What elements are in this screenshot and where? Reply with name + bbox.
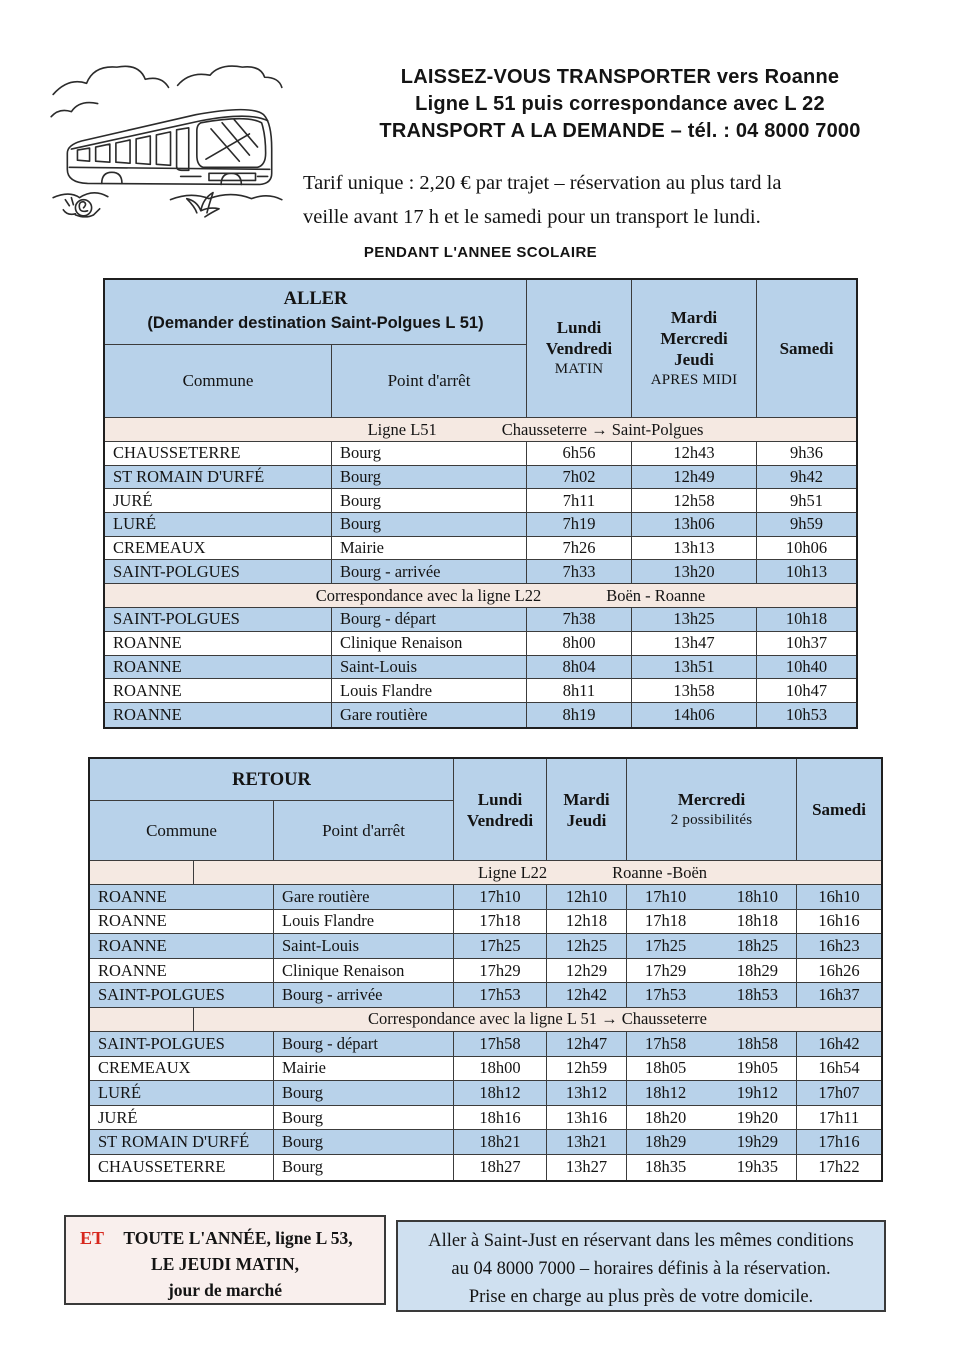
saint-just-line-2: au 04 8000 7000 – horaires définis à la réservation.	[451, 1259, 831, 1279]
mercredi-time-2: 18h53	[736, 985, 778, 1005]
col-header-lundi-vendredi-matin	[527, 280, 632, 418]
cell: 17h25	[454, 934, 547, 958]
mercredi-time-1: 18h12	[645, 1082, 687, 1102]
cell: ROANNE	[105, 703, 332, 727]
cloud-left	[53, 66, 168, 94]
cell: 12h29	[547, 959, 627, 983]
header-title-block	[320, 64, 920, 145]
bus-illustration	[48, 56, 288, 228]
cell: 8h11	[527, 679, 632, 702]
table-row	[90, 934, 881, 959]
cell: 18h00	[454, 1057, 547, 1081]
mercredi-time-2: 19h12	[736, 1082, 778, 1102]
col-header-mercredi	[627, 759, 797, 861]
cell: JURÉ	[90, 1106, 274, 1130]
market-note-line-3: jour de marché	[167, 1280, 283, 1300]
cell: 16h37	[818, 985, 860, 1005]
header-line-2: Ligne L 51 puis correspondance avec L 22	[415, 93, 825, 115]
col-header-line: Vendredi	[466, 810, 534, 830]
cell-mercredi	[627, 885, 797, 909]
table-row	[90, 1106, 881, 1131]
table-row	[105, 537, 856, 561]
col-header-lundi-vendredi	[454, 759, 547, 861]
cell: 17h16	[818, 1132, 860, 1152]
cell: Bourg	[332, 442, 527, 465]
col-header-line: Jeudi	[674, 349, 714, 369]
cell-mercredi	[627, 983, 797, 1007]
col-header-line: Mercredi	[677, 789, 746, 809]
cell: 13h16	[547, 1106, 627, 1130]
aller-title: ALLER	[283, 289, 348, 309]
section-route: Chausseterre → Saint-Polgues	[501, 419, 704, 439]
mercredi-time-2: 18h25	[736, 935, 778, 955]
cell: Mairie	[274, 1057, 454, 1081]
cell: 7h38	[527, 608, 632, 631]
mercredi-time-1: 18h35	[645, 1157, 687, 1177]
cell: Louis Flandre	[274, 910, 454, 934]
header-line-1: LAISSEZ-VOUS TRANSPORTER vers Roanne	[400, 66, 840, 88]
cell-mercredi	[627, 1130, 797, 1154]
cell: 12h59	[547, 1057, 627, 1081]
wheel-front	[102, 172, 122, 183]
timetable-retour	[88, 757, 883, 1182]
table-row	[105, 513, 856, 537]
cell: 9h51	[790, 490, 823, 510]
cell: JURÉ	[105, 489, 332, 512]
cell: Clinique Renaison	[332, 632, 527, 655]
cell: 12h18	[547, 910, 627, 934]
market-note-prefix: ET	[80, 1228, 105, 1248]
retour-rows-l22	[90, 885, 881, 1008]
saint-just-line-1: Aller à Saint-Just en réservant dans les mêmes conditions	[428, 1231, 854, 1251]
cell: 17h10	[454, 885, 547, 909]
table-row	[105, 679, 856, 703]
cell: Saint-Louis	[274, 934, 454, 958]
cell: 16h26	[818, 960, 860, 980]
cloud-right	[178, 66, 282, 87]
cell: 16h10	[818, 886, 860, 906]
cell: 7h19	[527, 513, 632, 536]
cell: 18h12	[454, 1081, 547, 1105]
retour-title-cell: RETOUR	[90, 759, 454, 801]
cell: 13h47	[632, 632, 757, 655]
section-label: Ligne L51	[367, 419, 437, 439]
cell: LURÉ	[90, 1081, 274, 1105]
cell: Gare routière	[332, 703, 527, 727]
cell: 13h58	[632, 679, 757, 702]
cell: 16h23	[818, 935, 860, 955]
mercredi-time-1: 17h10	[645, 886, 687, 906]
col-header-line: Jeudi	[566, 810, 607, 830]
cloud-small	[51, 103, 98, 117]
table-row	[90, 983, 881, 1008]
table-row	[90, 1081, 881, 1106]
tariff-line-1: Tarif unique : 2,20 € par trajet – réservation au plus tard la	[303, 172, 782, 194]
cell: 17h58	[454, 1032, 547, 1056]
cell: 12h49	[632, 466, 757, 489]
col-header-line: Mardi	[670, 307, 718, 327]
cell: 17h18	[454, 910, 547, 934]
cell: 9h42	[790, 467, 823, 487]
cell-mercredi	[627, 1032, 797, 1056]
cell: LURÉ	[105, 513, 332, 536]
col-header-samedi: Samedi	[797, 759, 881, 861]
cell: Bourg	[274, 1106, 454, 1130]
cell: Bourg	[274, 1130, 454, 1154]
cell: SAINT-POLGUES	[90, 983, 274, 1007]
tariff-note	[303, 166, 903, 234]
mercredi-time-1: 17h18	[645, 911, 687, 931]
cell: Louis Flandre	[332, 679, 527, 702]
cell: 18h16	[454, 1106, 547, 1130]
retour-rows-l51	[90, 1032, 881, 1180]
section-label: Correspondance avec la ligne L22	[315, 585, 542, 605]
section-route: Roanne -Boën	[612, 862, 708, 882]
mercredi-time-2: 19h35	[736, 1157, 778, 1177]
cell: 17h29	[454, 959, 547, 983]
cell: 13h20	[632, 560, 757, 583]
cell: ROANNE	[105, 679, 332, 702]
col-header-sub: MATIN	[554, 361, 604, 377]
cell: CREMEAUX	[90, 1057, 274, 1081]
table-row	[105, 466, 856, 490]
cell: 12h47	[547, 1032, 627, 1056]
cell: ROANNE	[90, 885, 274, 909]
cell: 8h04	[527, 656, 632, 679]
mercredi-time-2: 18h29	[736, 960, 778, 980]
cell: Bourg	[332, 489, 527, 512]
cell: 13h51	[632, 656, 757, 679]
table-row	[105, 608, 856, 632]
cell: 13h21	[547, 1130, 627, 1154]
cell: 16h54	[818, 1058, 860, 1078]
cell: 6h56	[527, 442, 632, 465]
mercredi-time-1: 17h25	[645, 935, 687, 955]
mercredi-time-1: 18h05	[645, 1058, 687, 1078]
col-header-point-arret: Point d'arrêt	[332, 345, 527, 418]
market-day-note	[64, 1215, 386, 1305]
cell: Bourg - départ	[274, 1032, 454, 1056]
cell: Bourg - départ	[332, 608, 527, 631]
cell-mercredi	[627, 959, 797, 983]
section-spacer-cell	[90, 861, 194, 884]
retour-table-header	[90, 759, 881, 861]
col-header-line: Lundi	[556, 318, 602, 337]
table-row	[90, 910, 881, 935]
section-row-correspondance-l51	[90, 1008, 881, 1032]
col-header-line: Mercredi	[660, 328, 728, 348]
tariff-line-2: veille avant 17 h et le samedi pour un transport le lundi.	[303, 206, 761, 228]
table-row	[105, 632, 856, 656]
mercredi-time-2: 19h20	[736, 1107, 778, 1127]
cell: 7h11	[527, 489, 632, 512]
cell: Saint-Louis	[332, 656, 527, 679]
cell: 14h06	[632, 703, 757, 727]
cell: Bourg - arrivée	[274, 983, 454, 1007]
cell: 10h06	[785, 538, 828, 558]
table-row	[105, 656, 856, 680]
section-route: Boën - Roanne	[606, 585, 706, 605]
cell: 18h27	[454, 1155, 547, 1180]
table-row	[90, 959, 881, 984]
table-row	[90, 1155, 881, 1180]
mercredi-time-1: 17h53	[645, 985, 687, 1005]
section-content	[135, 584, 886, 607]
col-header-commune: Commune	[90, 801, 274, 861]
cell: 17h07	[818, 1082, 860, 1102]
mercredi-time-1: 17h58	[645, 1033, 687, 1053]
mercredi-time-2: 19h29	[736, 1132, 778, 1152]
saint-just-line-3: Prise en charge au plus près de votre domicile.	[468, 1287, 814, 1307]
cell: 18h21	[454, 1130, 547, 1154]
cell: 10h53	[785, 704, 828, 724]
bus-windshield	[197, 119, 266, 168]
cell: 10h13	[785, 561, 828, 581]
cell: SAINT-POLGUES	[90, 1032, 274, 1056]
cell: 12h42	[547, 983, 627, 1007]
table-row	[90, 885, 881, 910]
cell: 9h59	[790, 514, 823, 534]
col-header-commune: Commune	[105, 345, 332, 418]
cell: 16h42	[818, 1033, 860, 1053]
header-line-3: TRANSPORT A LA DEMANDE – tél. : 04 8000 7000	[379, 120, 861, 142]
cell: 8h19	[527, 703, 632, 727]
cell: SAINT-POLGUES	[105, 608, 332, 631]
cell: 17h22	[818, 1157, 860, 1177]
col-header-point-arret: Point d'arrêt	[274, 801, 454, 861]
cell: ROANNE	[105, 656, 332, 679]
cell: ROANNE	[90, 959, 274, 983]
aller-title-cell	[105, 280, 527, 345]
cell: ROANNE	[105, 632, 332, 655]
section-label: Correspondance avec la ligne L 51 → Chausseterre	[368, 1009, 707, 1029]
mercredi-time-1: 18h20	[645, 1107, 687, 1127]
table-row	[105, 560, 856, 584]
cell: Bourg	[274, 1155, 454, 1180]
col-header-sub: APRES MIDI	[650, 371, 738, 388]
table-row	[105, 489, 856, 513]
cell: ST ROMAIN D'URFÉ	[105, 466, 332, 489]
cell: 16h16	[818, 911, 860, 931]
cell-mercredi	[627, 934, 797, 958]
aller-table-header	[105, 280, 856, 418]
aller-rows-l22	[105, 608, 856, 726]
cell: Gare routière	[274, 885, 454, 909]
section-label: Ligne L22	[477, 862, 548, 882]
cell: 13h13	[632, 537, 757, 560]
market-note-text: TOUTE L'ANNÉE, ligne L 53,	[123, 1228, 353, 1248]
cell: SAINT-POLGUES	[105, 560, 332, 583]
cell: 10h40	[785, 656, 828, 676]
cell: 12h10	[547, 885, 627, 909]
cell: Clinique Renaison	[274, 959, 454, 983]
door	[177, 128, 189, 170]
mercredi-time-1: 18h29	[645, 1132, 687, 1152]
cell: 12h43	[632, 442, 757, 465]
cell: 17h53	[454, 983, 547, 1007]
section-row-ligne-l22	[90, 861, 881, 885]
mercredi-time-2: 19h05	[736, 1058, 778, 1078]
windshield-reflections	[211, 120, 258, 161]
section-content	[160, 418, 911, 441]
mercredi-time-2: 18h18	[736, 911, 778, 931]
cell: Bourg	[332, 466, 527, 489]
section-spacer-cell	[90, 1008, 194, 1031]
cell: ST ROMAIN D'URFÉ	[90, 1130, 274, 1154]
col-header-line: Mardi	[563, 789, 610, 809]
cell-mercredi	[627, 1057, 797, 1081]
saint-just-note	[396, 1220, 886, 1312]
section-content	[249, 861, 936, 884]
cell: 8h00	[527, 632, 632, 655]
col-header-mardi-jeudi	[547, 759, 627, 861]
cell-mercredi	[627, 1081, 797, 1105]
cell: 7h33	[527, 560, 632, 583]
cell: CHAUSSETERRE	[105, 442, 332, 465]
col-header-line: Vendredi	[545, 339, 613, 358]
cell: 7h26	[527, 537, 632, 560]
table-row	[90, 1130, 881, 1155]
section-row-ligne-l51	[105, 418, 856, 442]
cell: Bourg - arrivée	[332, 560, 527, 583]
cell: 12h25	[547, 934, 627, 958]
mercredi-time-2: 18h10	[736, 886, 778, 906]
aller-subtitle: (Demander destination Saint-Polgues L 51)	[147, 314, 484, 332]
cell-mercredi	[627, 1155, 797, 1180]
grill	[209, 173, 256, 180]
section-content	[194, 1008, 881, 1031]
market-note-line-2: LE JEUDI MATIN,	[151, 1254, 299, 1274]
cell: Mairie	[332, 537, 527, 560]
cell-mercredi	[627, 1106, 797, 1130]
cell: 13h27	[547, 1155, 627, 1180]
grass	[53, 193, 282, 217]
cell: 9h36	[790, 443, 823, 463]
table-row	[105, 703, 856, 727]
wheel-rear	[221, 173, 241, 184]
mercredi-time-1: 17h29	[645, 960, 687, 980]
cell: 17h11	[818, 1107, 860, 1127]
cell: 10h47	[785, 680, 828, 700]
mercredi-time-2: 18h58	[736, 1033, 778, 1053]
cell-mercredi	[627, 910, 797, 934]
cell: 10h37	[785, 633, 828, 653]
cell: Bourg	[332, 513, 527, 536]
table-row	[105, 442, 856, 466]
timetable-aller	[103, 278, 858, 729]
col-header-samedi: Samedi	[757, 280, 856, 418]
col-header-mardi-mercredi-jeudi	[632, 280, 757, 418]
cell: ROANNE	[90, 910, 274, 934]
cell: Bourg	[274, 1081, 454, 1105]
cell: 13h12	[547, 1081, 627, 1105]
cell: 12h58	[632, 489, 757, 512]
table-row	[90, 1032, 881, 1057]
col-header-line: Lundi	[477, 789, 523, 809]
cell: 13h06	[632, 513, 757, 536]
table-row	[90, 1057, 881, 1082]
market-note-line-1	[66, 1225, 384, 1251]
cell: CREMEAUX	[105, 537, 332, 560]
cell: 13h25	[632, 608, 757, 631]
section-row-correspondance-l22	[105, 584, 856, 608]
aller-rows-l51	[105, 442, 856, 584]
cell: ROANNE	[90, 934, 274, 958]
cell: 7h02	[527, 466, 632, 489]
col-header-sub: 2 possibilités	[670, 811, 753, 828]
cell: 10h18	[785, 609, 828, 629]
period-title: PENDANT L'ANNEE SCOLAIRE	[363, 244, 598, 261]
cell: CHAUSSETERRE	[90, 1155, 274, 1180]
